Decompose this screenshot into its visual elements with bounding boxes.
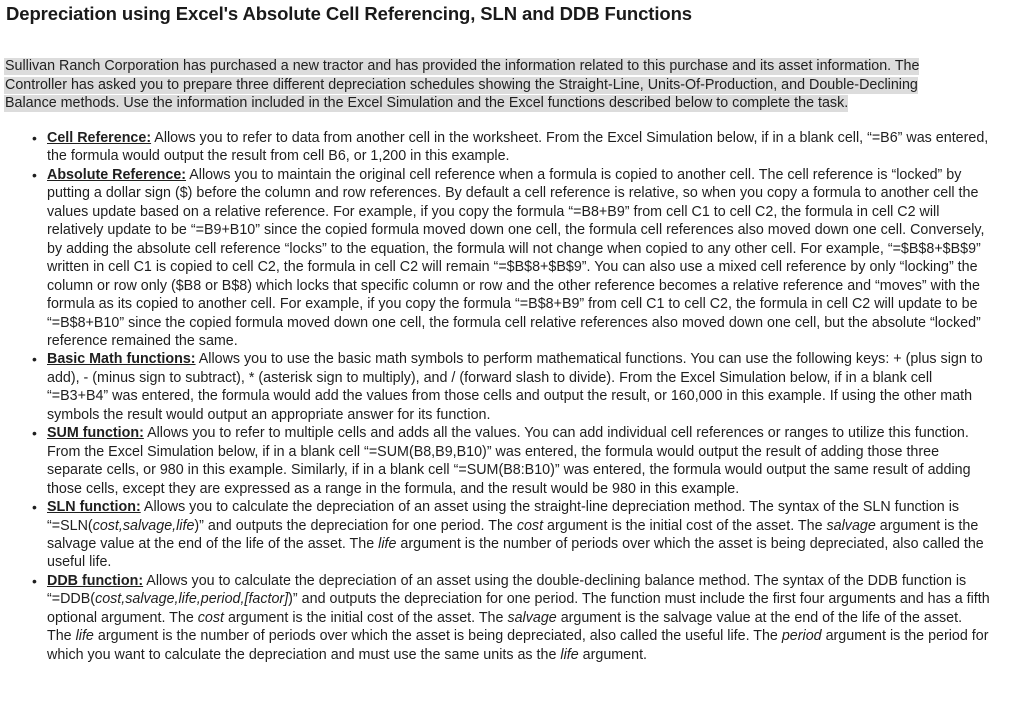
sln-arg-life: life	[378, 535, 397, 552]
bullet-icon: •	[32, 572, 37, 589]
sln-text-5: argument is the number of periods over which the asset is being depreciated, also called the useful life.	[47, 535, 984, 571]
term-sum-function: SUM function:	[47, 425, 144, 442]
sln-text-4: argument is the salvage value at the end of the life of the asset. The	[47, 517, 979, 552]
term-cell-reference: Cell Reference:	[47, 130, 152, 146]
term-absolute-reference: Absolute Reference:	[47, 166, 187, 183]
ddb-text-7: argument.	[578, 646, 648, 663]
page-title: Depreciation using Excel's Absolute Cell Referencing, SLN and DDB Functions	[6, 3, 692, 24]
ddb-arg-cost: cost	[197, 609, 224, 626]
ddb-text-6: argument is the period for which you want to calculate the depreciation and must use the same units as the	[47, 628, 989, 663]
description-sum-function: Allows you to refer to multiple cells and adds all the values. You can add individual cell references or ranges to utilize this function. From the Excel Simulation below, if in a blank cell “=SUM(B8,B9,B10)” was entered, the formula would output the result of adding those three separate cells, or 980 in this example. Similarly, if in a blank cell “=SUM(B8:B10)” was entered, the formula would output the same result of adding those cells, except they are expressed as a range in the formula, and the result would be 980 in this example.	[47, 425, 971, 497]
description-absolute-reference: Allows you to maintain the original cell reference when a formula is copied to another cell. The cell reference is “locked” by putting a dollar sign ($) before the column and row references. By default a cell reference is relative, so when you copy a formula to another cell the values update based on a relative reference. For example, if you copy the formula “=B8+B9” from cell C1 to cell C2, the formula in cell C2 will relatively update to be “=B9+B10” since the copied formula moved down one cell, the formula cell references also moved down one cell. Conversely, by adding the absolute cell reference “locks” to the equation, the formula will not change when copied to any other cell. For example, “=$B$8+$B$9” written in cell C1 is copied to cell C2, the formula in cell C2 will remain “=$B$8+$B$9”. You can also use a mixed cell reference by only “locking” the column or row only ($B8 or B$8) which locks that specific column or row and the other reference becomes a relative reference and “moves” with the formula as its copied to another cell. For example, if you copy the formula “=B$8+B9” from cell C1 to cell C2, the formula in cell C2 will update to be “=B$8+B10” since the copied formula moved down one cell, the formula cell relative references also moved down one cell, but the absolute “locked” reference remained the same.	[47, 166, 985, 349]
description-basic-math: Allows you to use the basic math symbols to perform mathematical functions. You can use the following keys: + (plus sign to add), - (minus sign to subtract), * (asterisk sign to multiply), and / (forward slash to divide). From the Excel Simulation below, if in a blank cell “=B3+B4” was entered, the formula would add the values from those cells and output the result, or 160,000 in this example. If using the other math symbols the result would output an appropriate answer for its function.	[47, 351, 983, 423]
term-sln-function: SLN function:	[47, 499, 141, 516]
intro-highlighted-text: Sullivan Ranch Corporation has purchased a new tractor and has provided the information related to this purchase and its asset information. The Controller has asked you to prepare three different depreciation schedules showing the Straight-Line, Units-Of-Production, and Double-Declining Balance methods. Use the information included in the Excel Simulation and the Excel functions described below to complete the task.	[5, 58, 920, 112]
ddb-arg-life-2: life	[560, 646, 579, 663]
sln-text-2: )” and outputs the depreciation for one period. The	[194, 517, 517, 534]
bullet-icon: •	[32, 166, 37, 183]
bullet-icon: •	[32, 425, 37, 442]
sln-text-1: Allows you to calculate the depreciation of an asset using the straight-line depreciation method. The syntax of the SLN function is “=SLN(	[47, 499, 960, 534]
list-item-cell-reference	[32, 129, 990, 166]
ddb-syntax-args: cost,salvage,life,period,[factor]	[95, 591, 289, 608]
ddb-text-4: argument is the salvage value at the end of the life of the asset. The	[47, 609, 963, 645]
ddb-text-3: argument is the initial cost of the asset. The	[223, 609, 508, 626]
intro-paragraph	[4, 57, 966, 113]
list-item-sln-function	[32, 498, 990, 572]
bullet-icon: •	[32, 351, 37, 368]
sln-text-3: argument is the initial cost of the asset. The	[543, 517, 827, 534]
bullet-icon: •	[32, 130, 37, 146]
sln-arg-salvage: salvage	[826, 517, 876, 534]
ddb-text-5: argument is the number of periods over which the asset is being depreciated, also called the useful life. The	[93, 628, 782, 645]
ddb-text-2: )” and outputs the depreciation for one period. The function must include the first four arguments and has a fifth optional argument. The	[47, 591, 990, 626]
bullet-icon: •	[32, 499, 37, 516]
ddb-arg-salvage: salvage	[507, 609, 557, 626]
sln-arg-cost: cost	[516, 517, 544, 534]
list-item-sum-function	[32, 424, 990, 498]
ddb-arg-life: life	[75, 628, 94, 645]
description-cell-reference: Allows you to refer to data from another cell in the worksheet. From the Excel Simulation below, if in a blank cell, “=B6” was entered, the formula would output the result from cell B6, or 1,200 in this example.	[47, 130, 989, 165]
function-list	[0, 129, 990, 664]
list-item-ddb-function	[32, 572, 990, 664]
ddb-text-1: Allows you to calculate the depreciation of an asset using the double-declining balance method. The syntax of the DDB function is “=DDB(	[47, 572, 967, 608]
ddb-arg-period: period	[781, 628, 822, 645]
list-item-basic-math	[32, 350, 990, 424]
term-ddb-function: DDB function:	[47, 572, 144, 589]
term-basic-math: Basic Math functions:	[47, 351, 196, 368]
list-item-absolute-reference	[32, 166, 990, 351]
sln-syntax-args: cost,salvage,life	[92, 517, 195, 534]
